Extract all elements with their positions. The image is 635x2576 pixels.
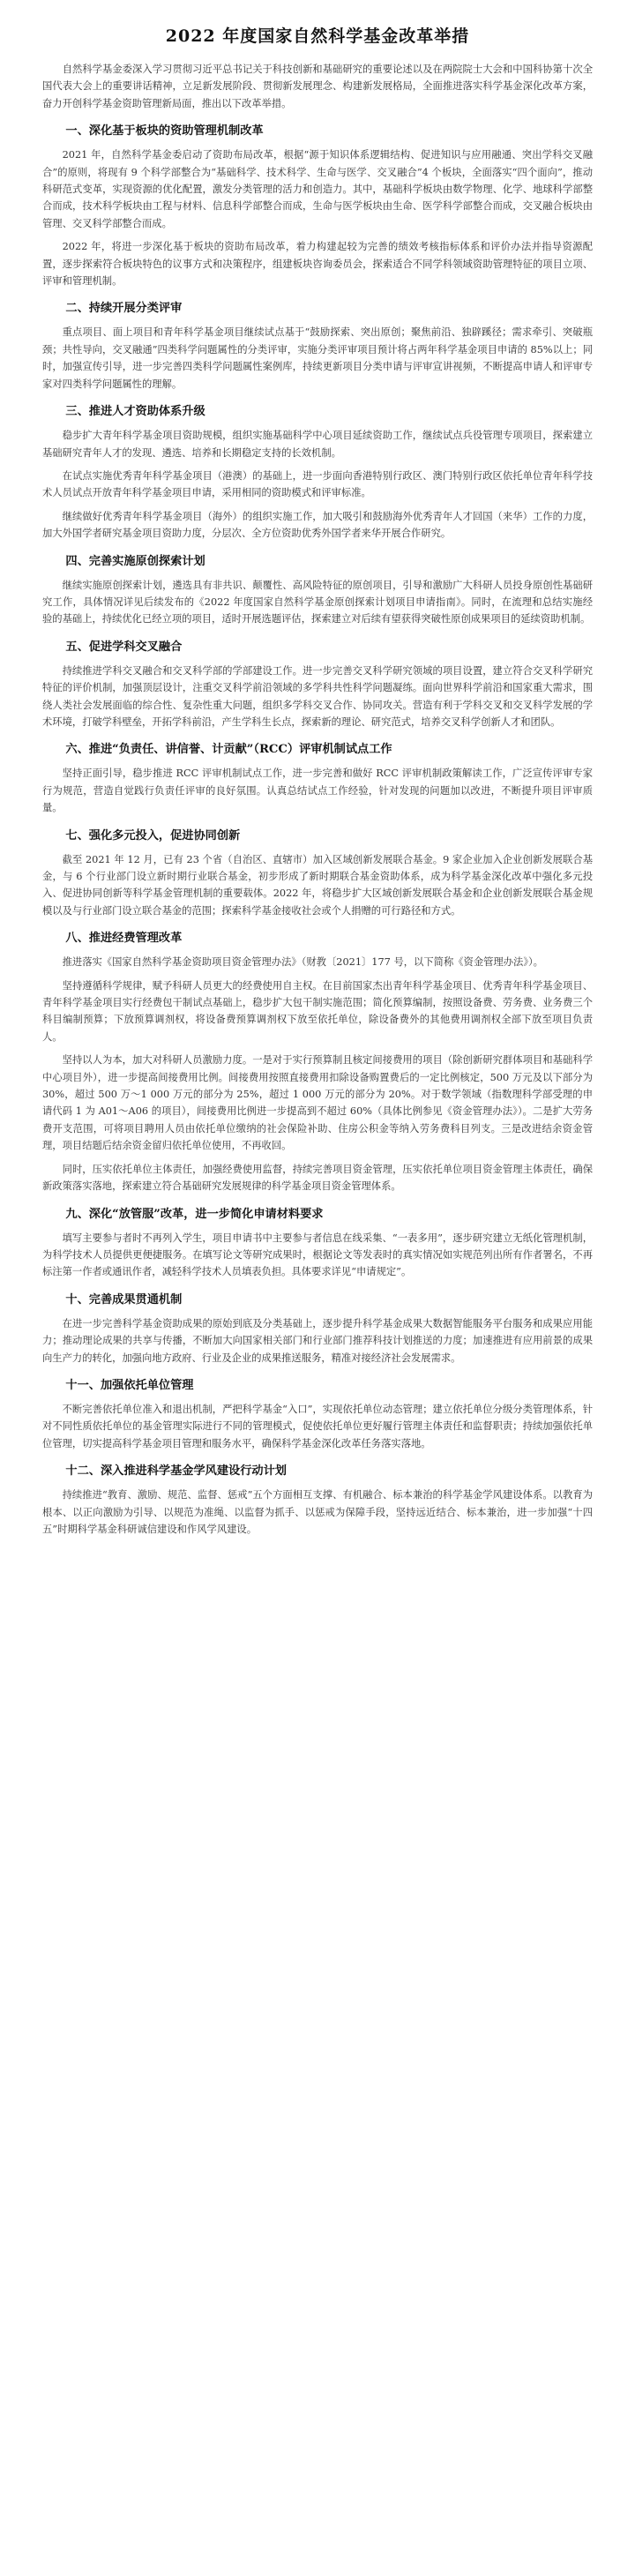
section-5-heading: 五、促进学科交叉融合: [65, 640, 183, 654]
section-8-paragraph: 坚持以人为本，加大对科研人员激励力度。一是对于实行预算制且核定间接费用的项目（除创新研究群体项目和基础科学中心项目外），进一步提高间接费用比例。间接费用按照直接费用扣除设备购置费后的一定比例核定，500 万元及以下部分为 30%，超过 500 万～1 000 万元的部分为 25%，超过 1 000 万元的部分为 20%。对于数学领域（指数理科学部受理的申请代码 1 为 A01～A06 的项目），间接费用比例进一步提高到不超过 60%（具体比例参见《资金管理办法》）。二是扩大劳务费开支范围，可将项目聘用人员由依托单位缴纳的社会保险补助、住房公积金等纳入劳务费科目列支。三是改进结余资金管理，项目结题后结余资金留归依托单位使用，不再收回。: [42, 1054, 593, 1152]
section-8-paragraph: 坚持遵循科学规律，赋予科研人员更大的经费使用自主权。在目前国家杰出青年科学基金项目、优秀青年科学基金项目、青年科学基金项目实行经费包干制试点基础上，稳步扩大包干制实施范围；简化预算编制，按照设备费、劳务费、业务费三个科目编制预算；下放预算调剂权，将设备费预算调剂权下放至依托单位，除设备费外的其他费用调剂权全部下放至项目负责人。: [42, 979, 593, 1043]
section-8-paragraph: 推进落实《国家自然科学基金资助项目资金管理办法》（财教〔2021〕177 号，以下简称《资金管理办法》）。: [62, 956, 543, 969]
section-4-paragraph: 继续实施原创探索计划，遴选具有非共识、颠覆性、高风险特征的原创项目，引导和激励广大科研人员投身原创性基础研究工作，具体情况详见后续发布的《2022 年度国家自然科学基金原创探索计划项目申请指南》。同时，在流理和总结实施经验的基础上，持续优化已经立项的项目，适时开展选题评估，探索建立对后续有望获得突破性原创成果项目的延续资助机制。: [42, 579, 593, 625]
section-9-paragraph: 填写主要参与者时不再列入学生，项目申请书中主要参与者信息在线采集、“一表多用”，逐步研究建立无纸化管理机制，为科学技术人员提供更便捷服务。在填写论文等研究成果时，根据论文等发表时的真实情况如实规范列出所有作者署名，不再标注第一作者或通讯作者，减轻科学技术人员填表负担。具体要求详见“申请规定”。: [42, 1232, 593, 1278]
section-1-paragraph: 2022 年，将进一步深化基于板块的资助布局改革，着力构建起较为完善的绩效考核指标体系和评价办法并指导资源配置，逐步探索符合板块特色的议事方式和决策程序，组建板块咨询委员会，探索适合不同学科领域资助管理特征的项目立项、评审和管理机制。: [42, 241, 593, 288]
section-4-heading: 四、完善实施原创探索计划: [65, 554, 205, 568]
section-8-paragraph: 同时，压实依托单位主体责任，加强经费使用监督，持续完善项目资金管理，压实依托单位项目资金管理主体责任，确保新政策落实落地，探索建立符合基础研究发展规律的科学基金项目资金管理体系。: [42, 1163, 593, 1193]
section-6-heading: 六、推进“负责任、讲信誉、计贡献”（RCC）评审机制试点工作: [65, 743, 392, 757]
section-3-paragraph: 继续做好优秀青年科学基金项目（海外）的组织实施工作，加大吸引和鼓励海外优秀青年人才回国（来华）工作的力度，加大外国学者研究基金项目资助力度，分层次、全方位资助优秀外国学者来华开展合作研究。: [42, 510, 593, 540]
section-7-heading: 七、强化多元投入，促进协同创新: [65, 828, 241, 842]
section-8-heading: 八、推进经费管理改革: [65, 932, 183, 946]
section-1-heading: 一、深化基于板块的资助管理机制改革: [65, 124, 264, 139]
section-3-paragraph: 稳步扩大青年科学基金项目资助规模，组织实施基础科学中心项目延续资助工作，继续试点兵役管理专项项目，探索建立基础研究青年人才的发现、遴选、培养和长期稳定支持的长效机制。: [42, 430, 593, 459]
section-12-paragraph: 持续推进“教育、激励、规范、监督、惩戒”五个方面相互支撑、有机融合、标本兼治的科学基金学风建设体系。以教育为根本、以正向激励为引导、以规范为准绳、以监督为抓手、以惩戒为保障手段，坚持远近结合、标本兼治，进一步加强“十四五”时期科学基金科研诚信建设和作风学风建设。: [42, 1489, 593, 1535]
section-2-heading: 二、持续开展分类评审: [65, 302, 183, 316]
section-2-paragraph: 重点项目、面上项目和青年科学基金项目继续试点基于“鼓励探索、突出原创；聚焦前沿、独辟蹊径；需求牵引、突破瓶颈；共性导向，交叉融通”四类科学问题属性的分类评审，实施分类评审项目预计将占两年科学基金项目申请的 85%以上；同时，加强宣传引导，进一步完善四类科学问题属性案例库，持续更新项目分类申请与评审宣讲视频，不断提高申请人和评审专家对四类科学问题属性的理解。: [42, 326, 593, 390]
section-6-paragraph: 坚持正面引导，稳步推进 RCC 评审机制试点工作，进一步完善和做好 RCC 评审机制政策解读工作，广泛宣传评审专家行为规范，营造自觉践行负责任评审的良好氛围。认真总结试点工作经验，针对发现的问题加以改进，不断提升项目评审质量。: [42, 768, 593, 814]
section-5-paragraph: 持续推进学科交叉融合和交叉科学部的学部建设工作。进一步完善交叉科学研究领域的项目设置，建立符合交叉科学研究特征的评价机制，加强顶层设计，注重交叉科学前沿领域的多学科共性科学问题凝练。面向世界科学前沿和国家重大需求，围绕人类社会发展面临的综合性、复杂性重大问题，组织多学科交叉合作、协同攻关。营造有利于学科交叉和交叉科学发展的学术环境，打破学科壁垒，开拓学科前沿，产生学科生长点，探索新的理论、研究范式，培养交叉科学创新人才和团队。: [42, 664, 593, 728]
section-10-paragraph: 在进一步完善科学基金资助成果的原始到底及分类基础上，逐步提升科学基金成果大数据智能服务平台服务和成果应用能力；推动理论成果的共享与传播，不断加大向国家相关部门和行业部门推荐科技计划推送的力度；加速推进有应用前景的成果向生产力的转化，加强向地方政府、行业及企业的成果推送服务，精准对接经济社会发展需求。: [42, 1317, 593, 1364]
section-11-paragraph: 不断完善依托单位准入和退出机制，严把科学基金“入口”，实现依托单位动态管理；建立依托单位分级分类管理体系，针对不同性质依托单位的基金管理实际进行不同的管理模式，促使依托单位更好履行管理主体责任和监督职责；持续加强依托单位管理，切实提高科学基金项目管理和服务水平，确保科学基金深化改革任务落实落地。: [42, 1403, 593, 1449]
section-1-paragraph: 2021 年，自然科学基金委启动了资助布局改革，根据“源于知识体系逻辑结构、促进知识与应用融通、突出学科交叉融合”的原则，将现有 9 个科学部整合为“基础科学、技术科学、生命与医学、交叉融合”4 个板块，全面落实“四个面向”，推动科研范式变革，实现资源的优化配置，激发分类管理的活力和创造力。其中，基础科学板块由数学物理、化学、地球科学部整合而成，技术科学板块由工程与材料、信息科学部整合而成，生命与医学板块由生命、医学科学部整合而成，交叉融合板块由管理、交叉科学部整合而成。: [42, 149, 593, 229]
section-3-heading: 三、推进人才资助体系升级: [65, 405, 205, 419]
section-7-paragraph: 截至 2021 年 12 月，已有 23 个省（自治区、直辖市）加入区域创新发展联合基金。9 家企业加入企业创新发展联合基金，与 6 个行业部门设立新时期行业联合基金，初步形成了新时期联合基金资助体系，成为科学基金深化改革中强化多元投入、促进协同创新等科学基金管理机制的重要载体。2022 年，将稳步扩大区域创新发展联合基金和企业创新发展联合基金规模以及与行业部门设立联合基金的范围；探索科学基金接收社会或个人捐赠的可行路径和方式。: [42, 853, 593, 917]
section-11-heading: 十一、加强依托单位管理: [65, 1378, 194, 1392]
section-9-heading: 九、深化“放管服”改革，进一步简化申请材料要求: [65, 1207, 324, 1221]
intro-paragraph: 自然科学基金委深入学习贯彻习近平总书记关于科技创新和基础研究的重要论述以及在两院院士大会和中国科协第十次全国代表大会上的重要讲话精神，立足新发展阶段、贯彻新发展理念、构建新发展格局，全面推进落实科学基金深化改革方案，奋力开创科学基金资助管理新局面，推出以下改革举措。: [42, 64, 593, 109]
section-12-heading: 十二、深入推进科学基金学风建设行动计划: [65, 1464, 287, 1479]
page-title: 2022 年度国家自然科学基金改革举措: [165, 26, 470, 46]
section-10-heading: 十、完善成果贯通机制: [65, 1292, 183, 1307]
section-3-paragraph: 在试点实施优秀青年科学基金项目（港澳）的基础上，进一步面向香港特别行政区、澳门特别行政区依托单位青年科学技术人员试点开放青年科学基金项目申请，采用相同的资助模式和评审标准。: [42, 469, 593, 499]
